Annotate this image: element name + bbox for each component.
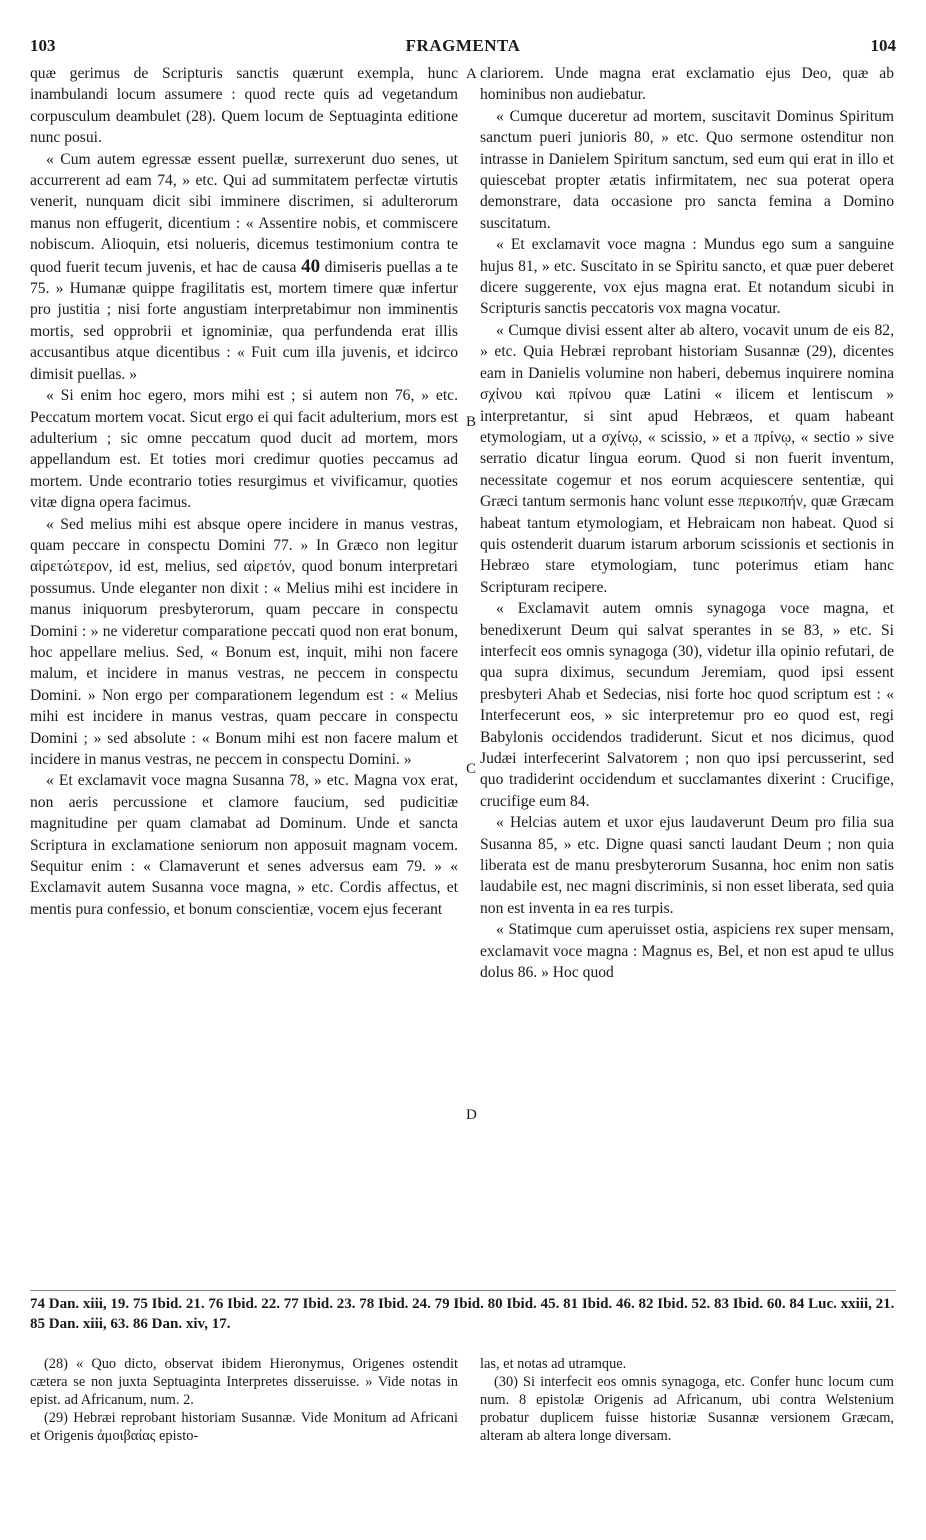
right-column: [480, 63, 894, 983]
footnote: (30) Si interfecit eos omnis synagoga, etc. Confer hunc locum cum num. 8 epistolæ Origenis ad Africanum, ubi contra Welstenium probatur duplicem fuisse historiæ Susannæ versionem Græcam, alteram ab altera longe diversam.: [480, 1374, 894, 1444]
scripture-references: 74 Dan. xiii, 19. 75 Ibid. 21. 76 Ibid. 22. 77 Ibid. 23. 78 Ibid. 24. 79 Ibid. 80 Ibid. 45. 81 Ibid. 46. 82 Ibid. 52. 83 Ibid. 60. 84 Luc. xxiii, 21. 85 Dan. xiii, 63. 86 Dan. xiv, 17.: [30, 1296, 895, 1332]
left-column: [30, 63, 458, 920]
margin-marker-a: A: [466, 66, 477, 82]
running-header: [30, 36, 896, 62]
footnote-divider: [30, 1290, 896, 1291]
margin-marker-c: C: [466, 761, 477, 777]
paragraph: clariorem. Unde magna erat exclamatio ejus Deo, quæ ab hominibus non audiebatur.: [480, 65, 894, 104]
paragraph: « Statimque cum aperuisset ostia, aspiciens rex super mensam, exclamavit voce magna : Magnus es, Bel, et non est apud te ullus dolus 86. » Hoc quod: [480, 921, 894, 982]
column-number: 40: [301, 255, 321, 277]
paragraph-text: dimiseris puellas a te 75. » Humanæ quippe fragilitatis est, mortem timere quæ infertur pro justitia ; nisi forte angustiam interpretabimur non imminentis mortis, sed opprobrii et ignominiæ, qua perfundenda erat illis accusantibus atque dicentibus : « Fuit cum illa juvenis, et idcirco dimisit puellas. »: [30, 258, 458, 383]
footnotes-left: [30, 1355, 458, 1445]
paragraph: « Et exclamavit voce magna Susanna 78, » etc. Magna vox erat, non aeris percussione et clamore faucium, sed pudicitiæ magnitudine per quam clamabat ad Dominum. Unde et sancta Scriptura in exclamatione seniorum non apposuit magnam vocem. Sequitur enim : « Clamaverunt et senes adversus eam 79. » « Exclamavit autem Susanna voce magna, » etc. Cordis affectus, et mentis pura confessio, et bonum conscientiæ, vocem ejus fecerant: [30, 772, 458, 918]
page-number-left: 103: [30, 36, 56, 55]
paragraph: « Cumque duceretur ad mortem, suscitavit Dominus Spiritum sanctum pueri junioris 80, » etc. Quo sermone ostenditur non intrasse in Danielem Spiritum sanctum, sed eum qui erat in illo et quiescebat propter ætatis infirmitatem, nec sua poterat opera demonstrare, data occasione pro sancta femina a Domino suscitatum.: [480, 107, 894, 232]
paragraph: « Helcias autem et uxor ejus laudaverunt Deum pro filia sua Susanna 85, » etc. Digne quasi sancti laudant Deum ; non quia liberata est de manu presbyterorum Susanna, hoc enim non satis laudabile est, nec magni discriminis, si non esset liberata, sed quia non est inventa in ea res turpis.: [480, 814, 894, 917]
footnote: (28) « Quo dicto, observat ibidem Hieronymus, Origenes ostendit cætera se non juxta Septuaginta Interpretes disseruisse. » Vide notas in epist. ad Africanum, num. 2.: [30, 1356, 458, 1408]
paragraph: « Exclamavit autem omnis synagoga voce magna, et benedixerunt Deum qui salvat sperantes in se 83, » etc. Si interfecit eos omnis synagoga (30), videtur illa opinio refutari, de qua supra diximus, secundum Jeremiam, quod ipsi essent presbyteri Ahab et Sedecias, nisi forte hoc quod scriptum est : « Interfecerunt eos, » sic interpretemur pro eo quod est, regi Babylonis occidendos tradiderunt. Sicut et nos dicimus, quod Judæi interfecerint Salvatorem ; non quo ipsi percusserint, sed quo tradiderint occidendum et succlamantes dixerint : Crucifige, crucifige eum 84.: [480, 600, 894, 810]
margin-marker-b: B: [466, 414, 477, 430]
paragraph: « Sed melius mihi est absque opere incidere in manus vestras, quam peccare in conspectu Domini 77. » In Græco non legitur αἱρετώτερον, id est, melius, sed αἱρετόν, quod bonum interpretari possumus. Unde eleganter non dixit : « Melius mihi est incidere in manus iniquorum presbyterorum, quam peccare in conspectu Domini : » ne videretur comparatione peccati quod non erat bonum, hoc appellare melius. Sed, « Bonum est, inquit, mihi non facere malum, et incidere in manus vestras, ne peccem in conspectu Domini. » Non ergo per comparationem legendum est : « Melius mihi est incidere in manus vestras, quam peccare in conspectu Domini ; » sed absolute : « Bonum mihi est non facere malum et incidere in manus vestras, ne peccem in conspectu Domini. »: [30, 515, 458, 768]
footnotes-right: [480, 1355, 894, 1445]
margin-marker-d: D: [466, 1107, 477, 1123]
paragraph: quæ gerimus de Scripturis sanctis quærunt exempla, hunc inambulandi locum assumere : quod recte quis ad vegetandum corpusculum deambulet (28). Quem locum de Septuaginta editione nunc posui.: [30, 65, 458, 147]
paragraph-text: « Cum autem egressæ essent puellæ, surrexerunt duo senes, ut accurrerent ad eam 74, » etc. Qui ad summitatem perfectæ virtutis venerit, nunquam dicit sibi imminere discrimen, si adulterorum manus non effugerit, dicentium : « Assentire nobis, et commiscere nobiscum. Alioquin, etsi nolueris, dicemus testimonium contra te quod fuerit tecum juvenis, et hac de causa: [30, 150, 458, 276]
paragraph: « Si enim hoc egero, mors mihi est ; si autem non 76, » etc. Peccatum mortem vocat. Sicut ergo ei qui facit adulterium, mors est adulterium ; sic omne peccatum quod ducit ad mortem, mors appellandum est. Et toties mori credimur quoties peccamus ad mortem. Unde econtrario toties resurgimus et vivificamur, quoties vitæ digna opera facimus.: [30, 387, 458, 512]
paragraph: « Cumque divisi essent alter ab altero, vocavit unum de eis 82, » etc. Quia Hebræi reprobant historiam Susannæ (29), dicentes eam in Danielis volumine non haberi, debemus inquirere nomina σχίνου καὶ πρίνου quæ Latini « ilicem et lentiscum » interpretantur, si sint apud Hebræos, et quam habeant etymologiam, ut a σχίνῳ, « scissio, » et a πρίνῳ, « sectio » sive serratio dicatur lingua eorum. Quod si non fuerit inventum, necessitate cogemur et nos eorum acquiescere sententiæ, qui Græci tantum sermonis hanc volunt esse περικοπήν, quæ Græcam habeat tantum etymologiam, et Hebraicam non habeat. Quod si quis ostenderit duarum istarum arborum scissionis et sectionis in Hebræo stare etymologiam, tunc poterimus etiam hanc Scripturam recipere.: [480, 321, 894, 596]
page-number-right: 104: [870, 36, 896, 55]
footnote: (29) Hebræi reprobant historiam Susannæ. Vide Monitum ad Africani et Origenis ἀμοιβαίας episto-: [30, 1410, 458, 1444]
footnote: las, et notas ad utramque.: [480, 1356, 627, 1372]
paragraph: « Et exclamavit voce magna : Mundus ego sum a sanguine hujus 81, » etc. Suscitato in se Spiritu sancto, et quæ puer deberet dicere suggerente, vox ejus magna erat. Et notandum sicubi in Scripturis sanctis peccatoris vox magna vocatur.: [480, 236, 894, 318]
paragraph: [30, 149, 458, 385]
running-title: FRAGMENTA: [405, 36, 521, 55]
